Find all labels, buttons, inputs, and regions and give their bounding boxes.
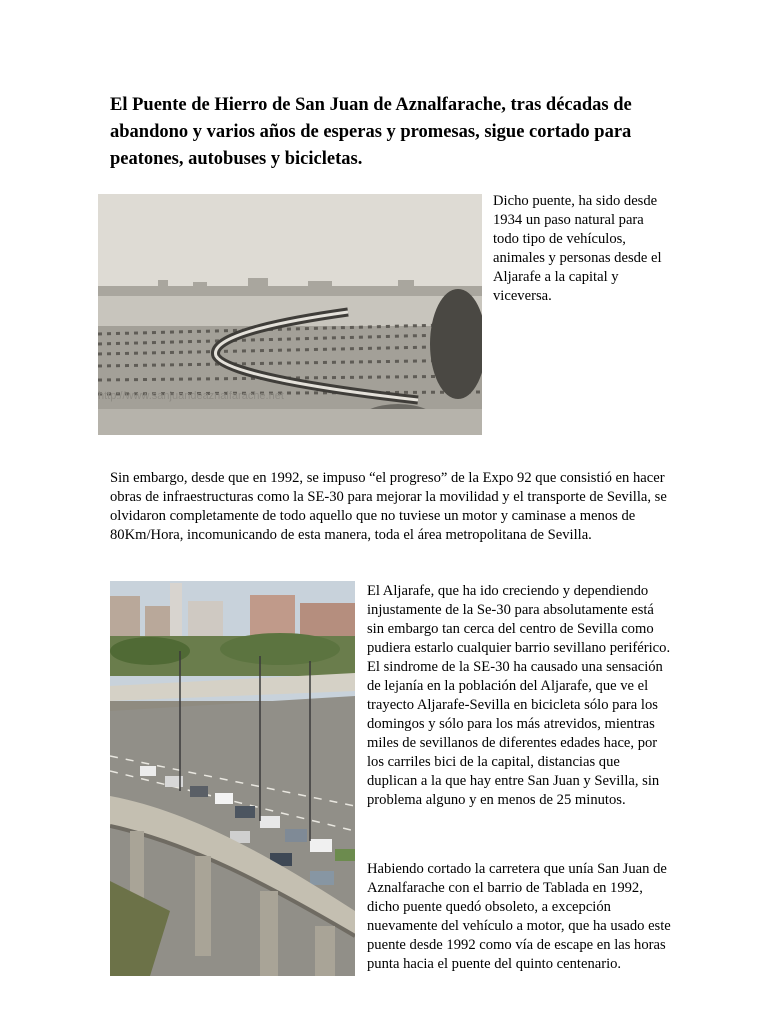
article-title: El Puente de Hierro de San Juan de Aznalfarache, tras décadas de abandono y varios años de esperas y promesas, sigue cortado para peatones, autobuses y bicicletas. (110, 95, 632, 169)
historic-bridge-photo (98, 194, 482, 435)
highway-interchange-photo (110, 581, 355, 976)
photo-watermark: http://www.sanjuandeaznalfarache.net (98, 390, 284, 402)
tablada-paragraph: Habiendo cortado la carretera que unía San Juan de Aznalfarache con el barrio de Tablada en 1992, dicho puente quedó obsoleto, a excepción nuevamente del vehículo a motor, que ha usado este puente desde 1992 como vía de escape en las horas punta hacia el puente del quinto centenario. (367, 861, 671, 972)
expo-paragraph: Sin embargo, desde que en 1992, se impuso “el progreso” de la Expo 92 que consistió en hacer obras de infraestructuras como la SE-30 para mejorar la movilidad y el transporte de Sevilla, se olvidaron completamente de todo aquello que no tuviese un motor y caminase a menos de 80Km/Hora, incomunicando de esta manera, toda el área metropolitana de Sevilla. (110, 470, 667, 543)
aljarafe-paragraph: El Aljarafe, que ha ido creciendo y dependiendo injustamente de la Se-30 para absolutamente está sin embargo tan cerca del centro de Sevilla como pudiera estarlo cualquier barrio sevillano periférico. El sindrome de la SE-30 ha causado una sensación de lejanía en la población del Aljarafe, que ve el trayecto Aljarafe-Sevilla en bicicleta sólo para los domingos y sólo para los más atrevidos, mientras miles de sevillanos de diferentes edades hace, por los carriles bici de la capital, distancias que duplican a la que hay entre San Juan y Sevilla, sin problema alguno y en menos de 25 minutos. (367, 583, 671, 808)
intro-paragraph: Dicho puente, ha sido desde 1934 un paso natural para todo tipo de vehículos, animales y personas desde el Aljarafe a la capital y viceversa. (493, 193, 662, 304)
